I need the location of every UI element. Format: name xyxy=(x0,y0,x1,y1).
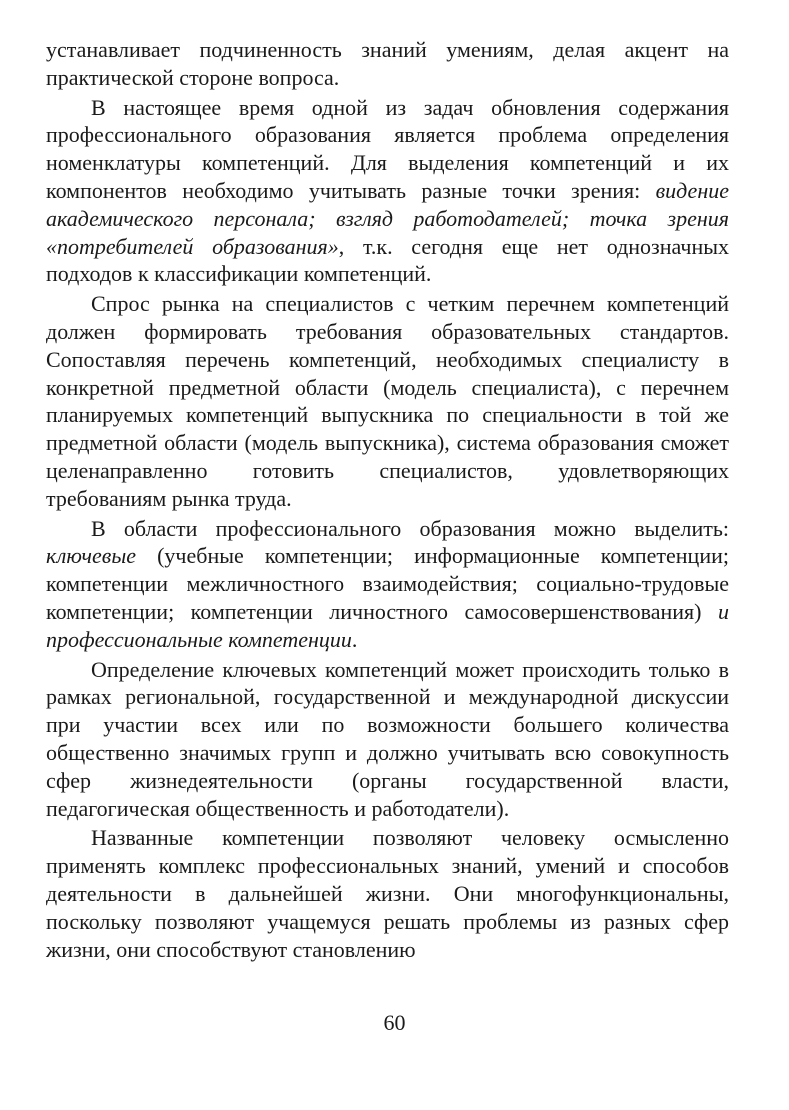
text-run: Спрос рынка на специалистов с четким перечнем компетенций должен формировать требования образовательных стандартов. Сопоставляя перечень компетенций, необходимых специалисту в конкретной предметной области (модель специалиста), с перечнем планируемых компетенций выпускника по специальности в той же предметной области (модель выпускника), система образования сможет целенаправленно готовить специалистов, удовлетворяющих требованиям рынка труда. xyxy=(46,291,729,511)
italic-text: ключевые xyxy=(46,543,137,569)
paragraph-4 xyxy=(46,515,729,654)
text-run: устанавливает подчиненность знаний умениям, делая акцент на практической стороне вопроса. xyxy=(46,37,729,90)
paragraph-6 xyxy=(46,824,729,963)
paragraph-5 xyxy=(46,656,729,823)
text-run: В области профессионального образования можно выделить: xyxy=(91,515,729,541)
paragraph-2 xyxy=(46,94,729,289)
page-number: 60 xyxy=(383,1010,406,1035)
paragraph-3 xyxy=(46,290,729,512)
italic-text: видение академического персонала; взгляд работодателей; точка зрения «потребителей образования» xyxy=(46,177,729,259)
text-run: (учебные компетенции; информационные компетенции; компетенции межличностного взаимодействия; социально-трудовые компетенции; компетенции личностного самосовершенствования) xyxy=(46,543,729,624)
text-run: , т.к. сегодня еще нет однозначных подходов к классификации компетенций. xyxy=(46,233,730,287)
text-run: . xyxy=(351,626,358,652)
italic-text: и профессиональные компетенции xyxy=(46,598,729,652)
paragraph-1 xyxy=(46,36,729,92)
text-run: Названные компетенции позволяют человеку осмысленно применять комплекс профессиональных знаний, умений и способов деятельности в дальнейшей жизни. Они многофункциональны, поскольку позволяют учащемуся решать проблемы из разных сфер жизни, они способствуют становлению xyxy=(46,825,729,962)
text-run: Определение ключевых компетенций может происходить только в рамках региональной, государственной и международной дискуссии при участии всех или по возможности большего количества общественно значимых групп и должно учитывать всю совокупность сфер жизнедеятельности (органы государственной власти, педагогическая общественность и работодатели). xyxy=(46,656,729,821)
body-text xyxy=(46,36,729,963)
text-run: В настоящее время одной из задач обновления содержания профессионального образования является проблема определения номенклатуры компетенций. Для выделения компетенций и их компонентов необходимо учитывать разные точки зрения: xyxy=(46,94,729,203)
